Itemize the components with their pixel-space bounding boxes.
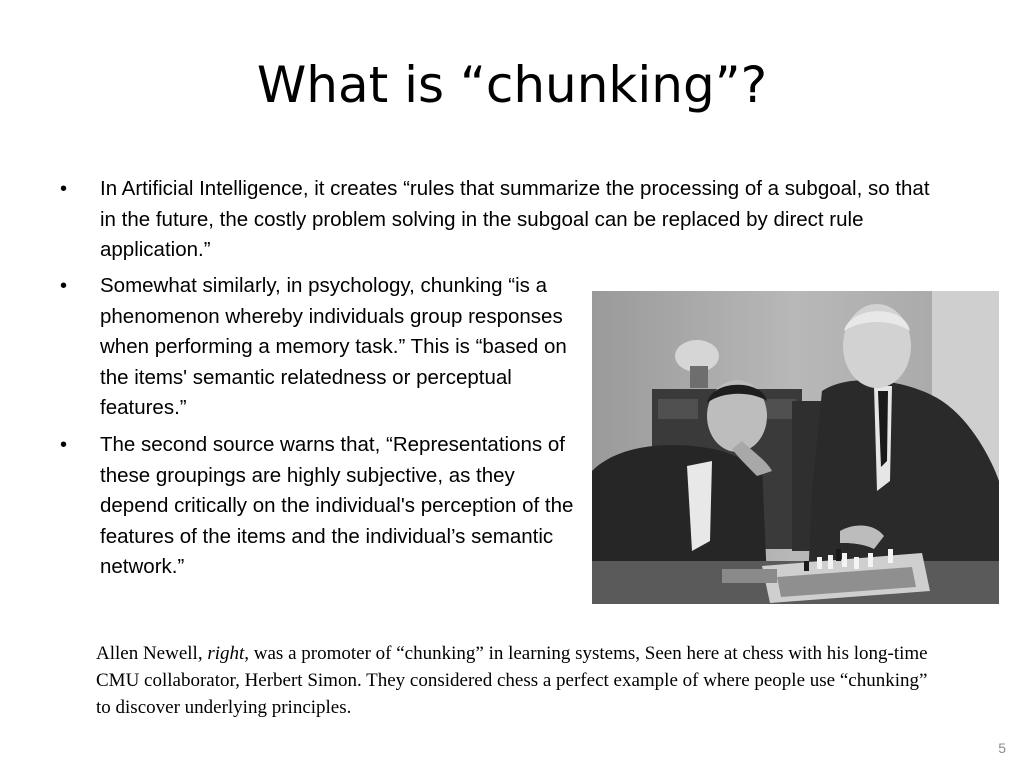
bullet-item-ai <box>60 174 930 266</box>
slide-title: What is “chunking”? <box>256 56 768 114</box>
caption-text-start: Allen Newell, <box>96 643 208 664</box>
photo-caption <box>96 640 936 721</box>
bullet-item-psychology <box>60 271 580 424</box>
bullet-marker: • <box>60 275 68 297</box>
chess-photo <box>592 291 999 604</box>
caption-text-rest: , was a promoter of “chunking” in learning systems, Seen here at chess with his long-time CMU collaborator, Herbert Simon. They considered chess a perfect example of where people use “chunking” to discover underlying principles. <box>96 643 928 718</box>
slide-number: 5 <box>998 740 1006 756</box>
chess-photo-illustration <box>592 291 999 604</box>
bullet-marker: • <box>60 434 68 456</box>
caption-italic-word: right <box>207 643 245 664</box>
bullet-marker: • <box>60 178 68 200</box>
bullet-text: Somewhat similarly, in psychology, chunking “is a phenomenon whereby individuals group responses when performing a memory task.” This is “based on the items' semantic relatedness or perceptual features.” <box>100 274 567 419</box>
bullet-text: The second source warns that, “Representations of these groupings are highly subjective, as they depend critically on the individual's perception of the features of the items and the individual’s semantic network.” <box>100 433 574 578</box>
bullet-text: In Artificial Intelligence, it creates “rules that summarize the processing of a subgoal, so that in the future, the costly problem solving in the subgoal can be replaced by direct rule application.” <box>100 177 930 261</box>
bullet-item-warning <box>60 430 580 583</box>
